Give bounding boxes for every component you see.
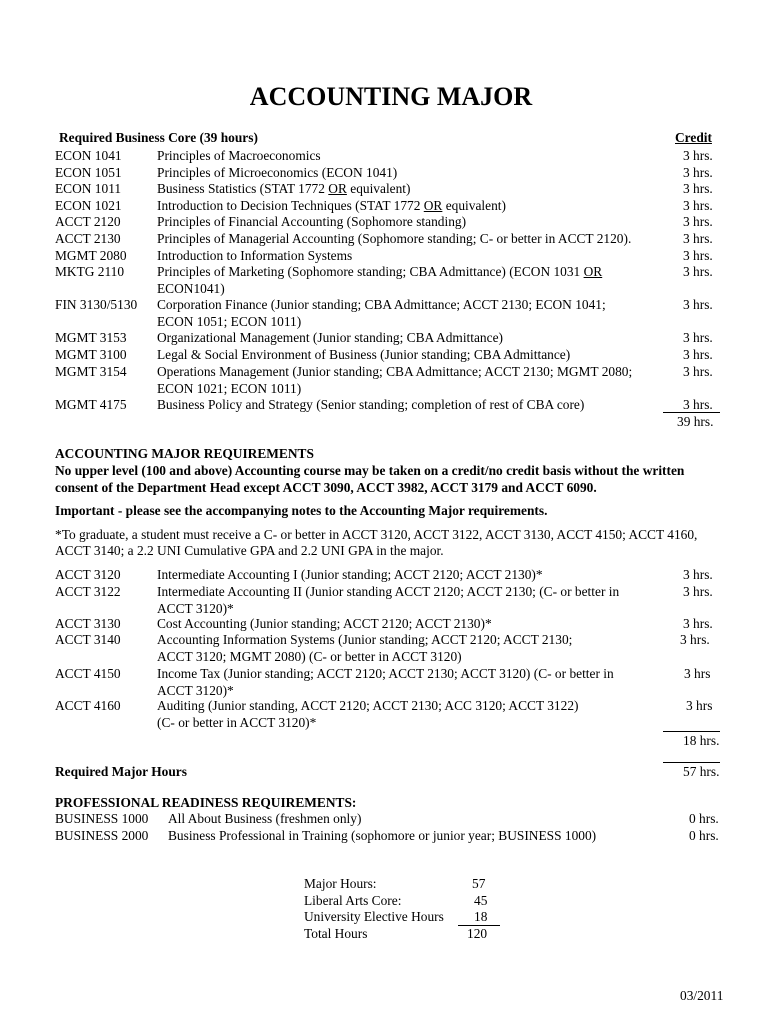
- course-code: MGMT 3100: [55, 347, 127, 362]
- summary-value: 18: [474, 909, 488, 924]
- course-code: ECON 1051: [55, 165, 122, 180]
- summary-label: University Elective Hours: [304, 909, 444, 924]
- required-major-hours-total: 57 hrs.: [683, 764, 720, 779]
- summary-label: Total Hours: [304, 926, 368, 941]
- summary-divider: [458, 925, 500, 926]
- summary-value: 57: [472, 876, 486, 891]
- course-code: ACCT 4150: [55, 666, 121, 681]
- course-description: ECON1041): [157, 280, 225, 296]
- course-description: ECON 1051; ECON 1011): [157, 313, 302, 329]
- summary-value: 45: [474, 893, 488, 908]
- course-credit: 3 hrs.: [683, 397, 713, 412]
- course-description: ECON 1021; ECON 1011): [157, 380, 302, 396]
- course-description: All About Business (freshmen only): [168, 811, 362, 826]
- course-description: Corporation Finance (Junior standing; CBA Admittance; ACCT 2130; ECON 1041;: [157, 297, 606, 312]
- major-total: 18 hrs.: [683, 733, 720, 748]
- course-credit: 3 hrs: [686, 698, 713, 713]
- required-major-hours-label: Required Major Hours: [55, 764, 187, 779]
- course-code: MGMT 3154: [55, 364, 127, 379]
- course-credit: 3 hrs.: [683, 584, 713, 599]
- course-credit: 3 hrs.: [683, 297, 713, 312]
- course-code: ECON 1011: [55, 181, 122, 196]
- course-credit: 3 hrs.: [683, 165, 713, 180]
- course-description: Introduction to Decision Techniques (STAT 1772 OR equivalent): [157, 198, 506, 213]
- course-description: ACCT 3120)*: [157, 682, 234, 698]
- course-description: Intermediate Accounting I (Junior standing; ACCT 2120; ACCT 2130)*: [157, 567, 543, 582]
- course-credit: 3 hrs.: [683, 364, 713, 379]
- course-code: ACCT 3130: [55, 616, 121, 631]
- course-credit: 3 hrs.: [683, 198, 713, 213]
- course-code: ACCT 3120: [55, 567, 121, 582]
- course-description: Organizational Management (Junior standing; CBA Admittance): [157, 330, 503, 345]
- course-code: ACCT 3122: [55, 584, 121, 599]
- major-note-line1: No upper level (100 and above) Accounting course may be taken on a credit/no credit basis without the written: [55, 463, 685, 478]
- major-note-line2: consent of the Department Head except ACCT 3090, ACCT 3982, ACCT 3179 and ACCT 6090.: [55, 480, 597, 495]
- course-description: (C- or better in ACCT 3120)*: [157, 714, 317, 730]
- course-description: Accounting Information Systems (Junior standing; ACCT 2120; ACCT 2130;: [157, 632, 573, 647]
- course-description: Income Tax (Junior standing; ACCT 2120; ACCT 2130; ACCT 3120) (C- or better in: [157, 666, 614, 681]
- course-credit: 3 hrs.: [683, 248, 713, 263]
- major-total-divider: [663, 731, 720, 732]
- course-credit: 3 hrs.: [683, 567, 713, 582]
- course-description: Cost Accounting (Junior standing; ACCT 2120; ACCT 2130)*: [157, 616, 492, 631]
- summary-label: Major Hours:: [304, 876, 377, 891]
- course-code: ACCT 2120: [55, 214, 121, 229]
- course-description: Auditing (Junior standing, ACCT 2120; ACCT 2130; ACC 3120; ACCT 3122): [157, 698, 579, 713]
- important-note: Important - please see the accompanying notes to the Accounting Major requirements.: [55, 503, 548, 518]
- course-description: Operations Management (Junior standing; CBA Admittance; ACCT 2130; MGMT 2080;: [157, 364, 633, 379]
- graduation-note-line1: *To graduate, a student must receive a C- or better in ACCT 3120, ACCT 3122, ACCT 3130, ACCT 4150; ACCT 4160,: [55, 527, 698, 542]
- course-description: ACCT 3120)*: [157, 600, 234, 616]
- credit-header: Credit: [675, 130, 712, 145]
- revision-date: 03/2011: [680, 988, 724, 1003]
- course-code: ECON 1041: [55, 148, 122, 163]
- course-credit: 0 hrs.: [689, 811, 719, 826]
- graduation-note-line2: ACCT 3140; a 2.2 UNI Cumulative GPA and 2.2 UNI GPA in the major.: [55, 543, 444, 558]
- course-code: ACCT 4160: [55, 698, 121, 713]
- course-code: MKTG 2110: [55, 264, 125, 279]
- course-code: BUSINESS 1000: [55, 811, 149, 826]
- course-credit: 3 hrs.: [683, 264, 713, 279]
- course-code: MGMT 3153: [55, 330, 127, 345]
- course-credit: 0 hrs.: [689, 828, 719, 843]
- course-description: Business Professional in Training (sophomore or junior year; BUSINESS 1000): [168, 828, 597, 843]
- course-credit: 3 hrs.: [683, 231, 713, 246]
- course-description: Business Statistics (STAT 1772 OR equivalent): [157, 181, 411, 196]
- course-description: Principles of Macroeconomics: [157, 148, 321, 163]
- core-total: 39 hrs.: [677, 414, 714, 429]
- page-title: ACCOUNTING MAJOR: [249, 82, 533, 111]
- course-code: MGMT 2080: [55, 248, 127, 263]
- required-major-divider: [663, 762, 720, 763]
- course-credit: 3 hrs.: [683, 330, 713, 345]
- course-description: Principles of Financial Accounting (Sophomore standing): [157, 214, 467, 229]
- course-credit: 3 hrs.: [680, 632, 710, 647]
- course-code: FIN 3130/5130: [55, 297, 138, 312]
- course-code: MGMT 4175: [55, 397, 127, 412]
- course-description: Introduction to Information Systems: [157, 248, 353, 263]
- summary-value: 120: [467, 926, 488, 941]
- course-credit: 3 hrs.: [683, 616, 713, 631]
- course-credit: 3 hrs.: [683, 214, 713, 229]
- course-description: Principles of Managerial Accounting (Sophomore standing; C- or better in ACCT 2120).: [157, 231, 632, 246]
- course-description: ACCT 3120; MGMT 2080) (C- or better in ACCT 3120): [157, 648, 462, 664]
- core-heading: Required Business Core (39 hours): [59, 130, 258, 145]
- course-code: ACCT 3140: [55, 632, 121, 647]
- professional-heading: PROFESSIONAL READINESS REQUIREMENTS:: [55, 795, 357, 810]
- core-total-divider: [663, 412, 720, 413]
- course-credit: 3 hrs: [684, 666, 711, 681]
- course-description: Business Policy and Strategy (Senior standing; completion of rest of CBA core): [157, 397, 585, 412]
- major-heading: ACCOUNTING MAJOR REQUIREMENTS: [55, 446, 314, 461]
- course-description: Principles of Microeconomics (ECON 1041): [157, 165, 398, 180]
- course-description: Intermediate Accounting II (Junior standing ACCT 2120; ACCT 2130; (C- or better in: [157, 584, 620, 599]
- course-credit: 3 hrs.: [683, 181, 713, 196]
- course-description: Legal & Social Environment of Business (Junior standing; CBA Admittance): [157, 347, 571, 362]
- course-credit: 3 hrs.: [683, 347, 713, 362]
- course-code: ACCT 2130: [55, 231, 121, 246]
- course-description: Principles of Marketing (Sophomore standing; CBA Admittance) (ECON 1031 OR: [157, 264, 603, 279]
- summary-label: Liberal Arts Core:: [304, 893, 402, 908]
- course-credit: 3 hrs.: [683, 148, 713, 163]
- course-code: BUSINESS 2000: [55, 828, 149, 843]
- course-code: ECON 1021: [55, 198, 122, 213]
